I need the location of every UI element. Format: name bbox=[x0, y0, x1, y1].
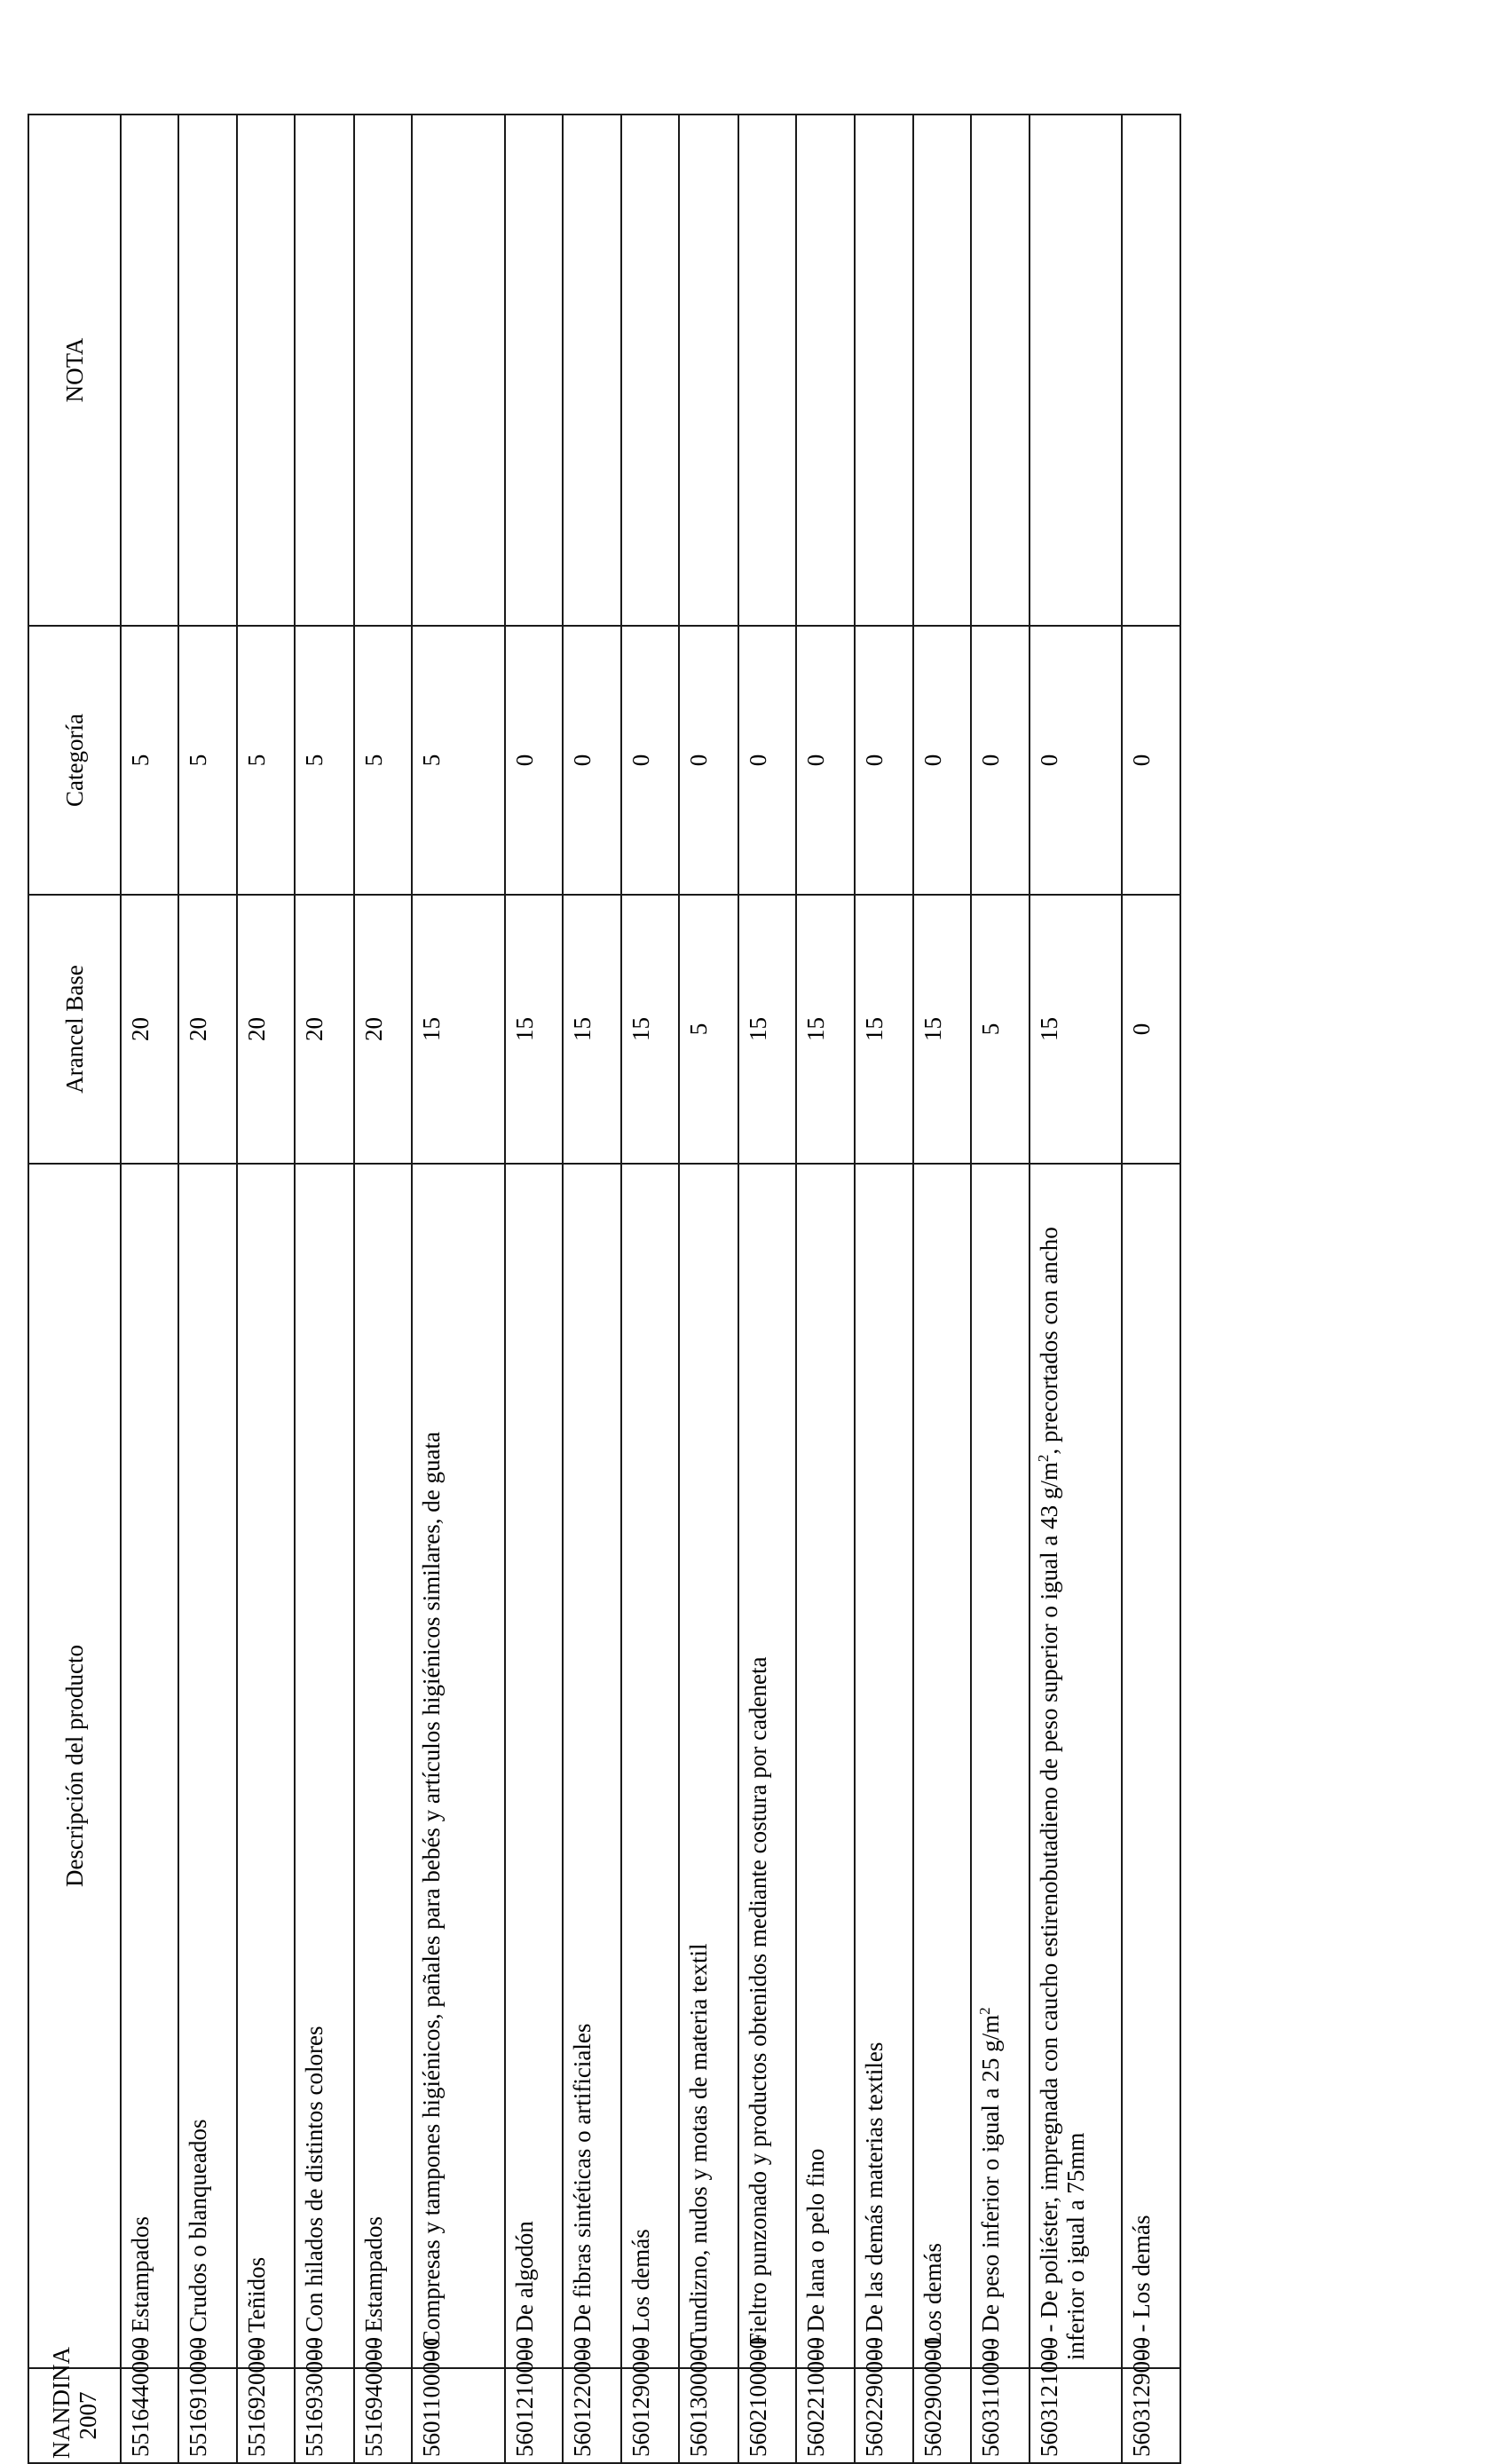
header-arancel-base: Arancel Base bbox=[28, 895, 121, 1164]
cell-nota bbox=[121, 115, 178, 626]
cell-categoria: 5 bbox=[354, 626, 412, 895]
cell-code: 5516910000 bbox=[178, 2368, 237, 2463]
cell-arancel: 15 bbox=[505, 895, 563, 1164]
cell-categoria: 5 bbox=[178, 626, 237, 895]
cell-description: - - Con hilados de distintos colores bbox=[295, 1164, 354, 2368]
cell-description: - Los demás bbox=[913, 1164, 971, 2368]
cell-nota bbox=[505, 115, 563, 626]
cell-categoria: 0 bbox=[796, 626, 855, 895]
cell-description: - Tundizno, nudos y motas de materia textil bbox=[679, 1164, 738, 2368]
cell-categoria: 0 bbox=[971, 626, 1030, 895]
table-row bbox=[1122, 115, 1180, 2463]
cell-description: - - Estampados bbox=[121, 1164, 178, 2368]
description-text-tail: , precortados con ancho inferior o igual a 75mm bbox=[1036, 1227, 1090, 2360]
cell-code: 5602290000 bbox=[855, 2368, 913, 2463]
cell-description bbox=[971, 1164, 1030, 2368]
cell-nota bbox=[971, 115, 1030, 626]
cell-nota bbox=[178, 115, 237, 626]
table-row bbox=[738, 115, 796, 2463]
table-row bbox=[796, 115, 855, 2463]
cell-arancel: 15 bbox=[738, 895, 796, 1164]
cell-description: - - Crudos o blanqueados bbox=[178, 1164, 237, 2368]
table-row bbox=[412, 115, 505, 2463]
cell-arancel: 15 bbox=[412, 895, 505, 1164]
rotated-page bbox=[28, 115, 1181, 2464]
cell-nota bbox=[563, 115, 621, 626]
cell-categoria: 5 bbox=[412, 626, 505, 895]
cell-categoria: 0 bbox=[738, 626, 796, 895]
cell-code: 5601210000 bbox=[505, 2368, 563, 2463]
cell-arancel: 20 bbox=[354, 895, 412, 1164]
cell-nota bbox=[1030, 115, 1122, 626]
cell-categoria: 5 bbox=[295, 626, 354, 895]
cell-description: - - De fibras sintéticas o artificiales bbox=[563, 1164, 621, 2368]
cell-arancel: 15 bbox=[563, 895, 621, 1164]
cell-arancel: 20 bbox=[178, 895, 237, 1164]
cell-code: 5603110000 bbox=[971, 2368, 1030, 2463]
table-row bbox=[679, 115, 738, 2463]
table-row bbox=[178, 115, 237, 2463]
cell-categoria: 0 bbox=[913, 626, 971, 895]
table-row bbox=[855, 115, 913, 2463]
cell-code: 5603121000 bbox=[1030, 2368, 1122, 2463]
header-descripcion: Descripción del producto bbox=[28, 1164, 121, 2368]
cell-code: 5601290000 bbox=[621, 2368, 679, 2463]
cell-code: 5516940000 bbox=[354, 2368, 412, 2463]
cell-code: 5602900000 bbox=[913, 2368, 971, 2463]
cell-categoria: 5 bbox=[237, 626, 295, 895]
cell-code: 5601300000 bbox=[679, 2368, 738, 2463]
cell-nota bbox=[913, 115, 971, 626]
description-text: - - De peso inferior o igual a 25 g/m bbox=[977, 2014, 1005, 2360]
table-row bbox=[237, 115, 295, 2463]
cell-description: - - De lana o pelo fino bbox=[796, 1164, 855, 2368]
cell-arancel: 0 bbox=[1122, 895, 1180, 1164]
cell-categoria: 0 bbox=[855, 626, 913, 895]
cell-description: - - - Los demás bbox=[1122, 1164, 1180, 2368]
table-row bbox=[354, 115, 412, 2463]
header-nota: NOTA bbox=[28, 115, 121, 626]
table-row bbox=[913, 115, 971, 2463]
cell-arancel: 15 bbox=[855, 895, 913, 1164]
table-row bbox=[971, 115, 1030, 2463]
cell-nota bbox=[412, 115, 505, 626]
cell-nota bbox=[354, 115, 412, 626]
cell-code: 5601220000 bbox=[563, 2368, 621, 2463]
cell-description: - Compresas y tampones higiénicos, pañales para bebés y artículos higiénicos similares, de guata bbox=[412, 1164, 505, 2368]
cell-code: 5516920000 bbox=[237, 2368, 295, 2463]
cell-nota bbox=[679, 115, 738, 626]
cell-description bbox=[1030, 1164, 1122, 2368]
cell-code: 5516440000 bbox=[121, 2368, 178, 2463]
table-row bbox=[295, 115, 354, 2463]
table-row bbox=[121, 115, 178, 2463]
cell-categoria: 0 bbox=[621, 626, 679, 895]
cell-code: 5603129000 bbox=[1122, 2368, 1180, 2463]
cell-nota bbox=[295, 115, 354, 626]
cell-categoria: 0 bbox=[1030, 626, 1122, 895]
cell-description: - - De las demás materias textiles bbox=[855, 1164, 913, 2368]
cell-nota bbox=[855, 115, 913, 626]
table-row bbox=[505, 115, 563, 2463]
cell-description: - - Teñidos bbox=[237, 1164, 295, 2368]
cell-code: 5602210000 bbox=[796, 2368, 855, 2463]
cell-nota bbox=[738, 115, 796, 626]
cell-categoria: 0 bbox=[505, 626, 563, 895]
cell-arancel: 5 bbox=[971, 895, 1030, 1164]
table-row bbox=[621, 115, 679, 2463]
table-row bbox=[1030, 115, 1122, 2463]
cell-categoria: 0 bbox=[679, 626, 738, 895]
cell-description: - Fieltro punzonado y productos obtenidos mediante costura por cadeneta bbox=[738, 1164, 796, 2368]
cell-code: 5516930000 bbox=[295, 2368, 354, 2463]
superscript: 2 bbox=[1035, 1454, 1053, 1463]
cell-arancel: 20 bbox=[121, 895, 178, 1164]
cell-categoria: 0 bbox=[563, 626, 621, 895]
table-row bbox=[563, 115, 621, 2463]
cell-nota bbox=[796, 115, 855, 626]
cell-categoria: 5 bbox=[121, 626, 178, 895]
cell-arancel: 20 bbox=[295, 895, 354, 1164]
description-text: - - - De poliéster, impregnada con caucho estirenobutadieno de peso superior o igual a 43 g/m bbox=[1036, 1462, 1063, 2360]
cell-arancel: 15 bbox=[796, 895, 855, 1164]
cell-nota bbox=[621, 115, 679, 626]
cell-arancel: 5 bbox=[679, 895, 738, 1164]
header-nandina: NANDINA 2007 bbox=[28, 2368, 121, 2463]
cell-description: - - De algodón bbox=[505, 1164, 563, 2368]
cell-arancel: 15 bbox=[913, 895, 971, 1164]
cell-code: 5601100000 bbox=[412, 2368, 505, 2463]
cell-code: 5602100000 bbox=[738, 2368, 796, 2463]
superscript: 2 bbox=[976, 2007, 994, 2015]
cell-description: - - Los demás bbox=[621, 1164, 679, 2368]
cell-nota bbox=[1122, 115, 1180, 626]
cell-description: - - Estampados bbox=[354, 1164, 412, 2368]
header-categoria: Categoría bbox=[28, 626, 121, 895]
tariff-table bbox=[28, 114, 1181, 2464]
cell-arancel: 20 bbox=[237, 895, 295, 1164]
cell-arancel: 15 bbox=[1030, 895, 1122, 1164]
header-row bbox=[28, 115, 121, 2463]
cell-nota bbox=[237, 115, 295, 626]
cell-categoria: 0 bbox=[1122, 626, 1180, 895]
cell-arancel: 15 bbox=[621, 895, 679, 1164]
